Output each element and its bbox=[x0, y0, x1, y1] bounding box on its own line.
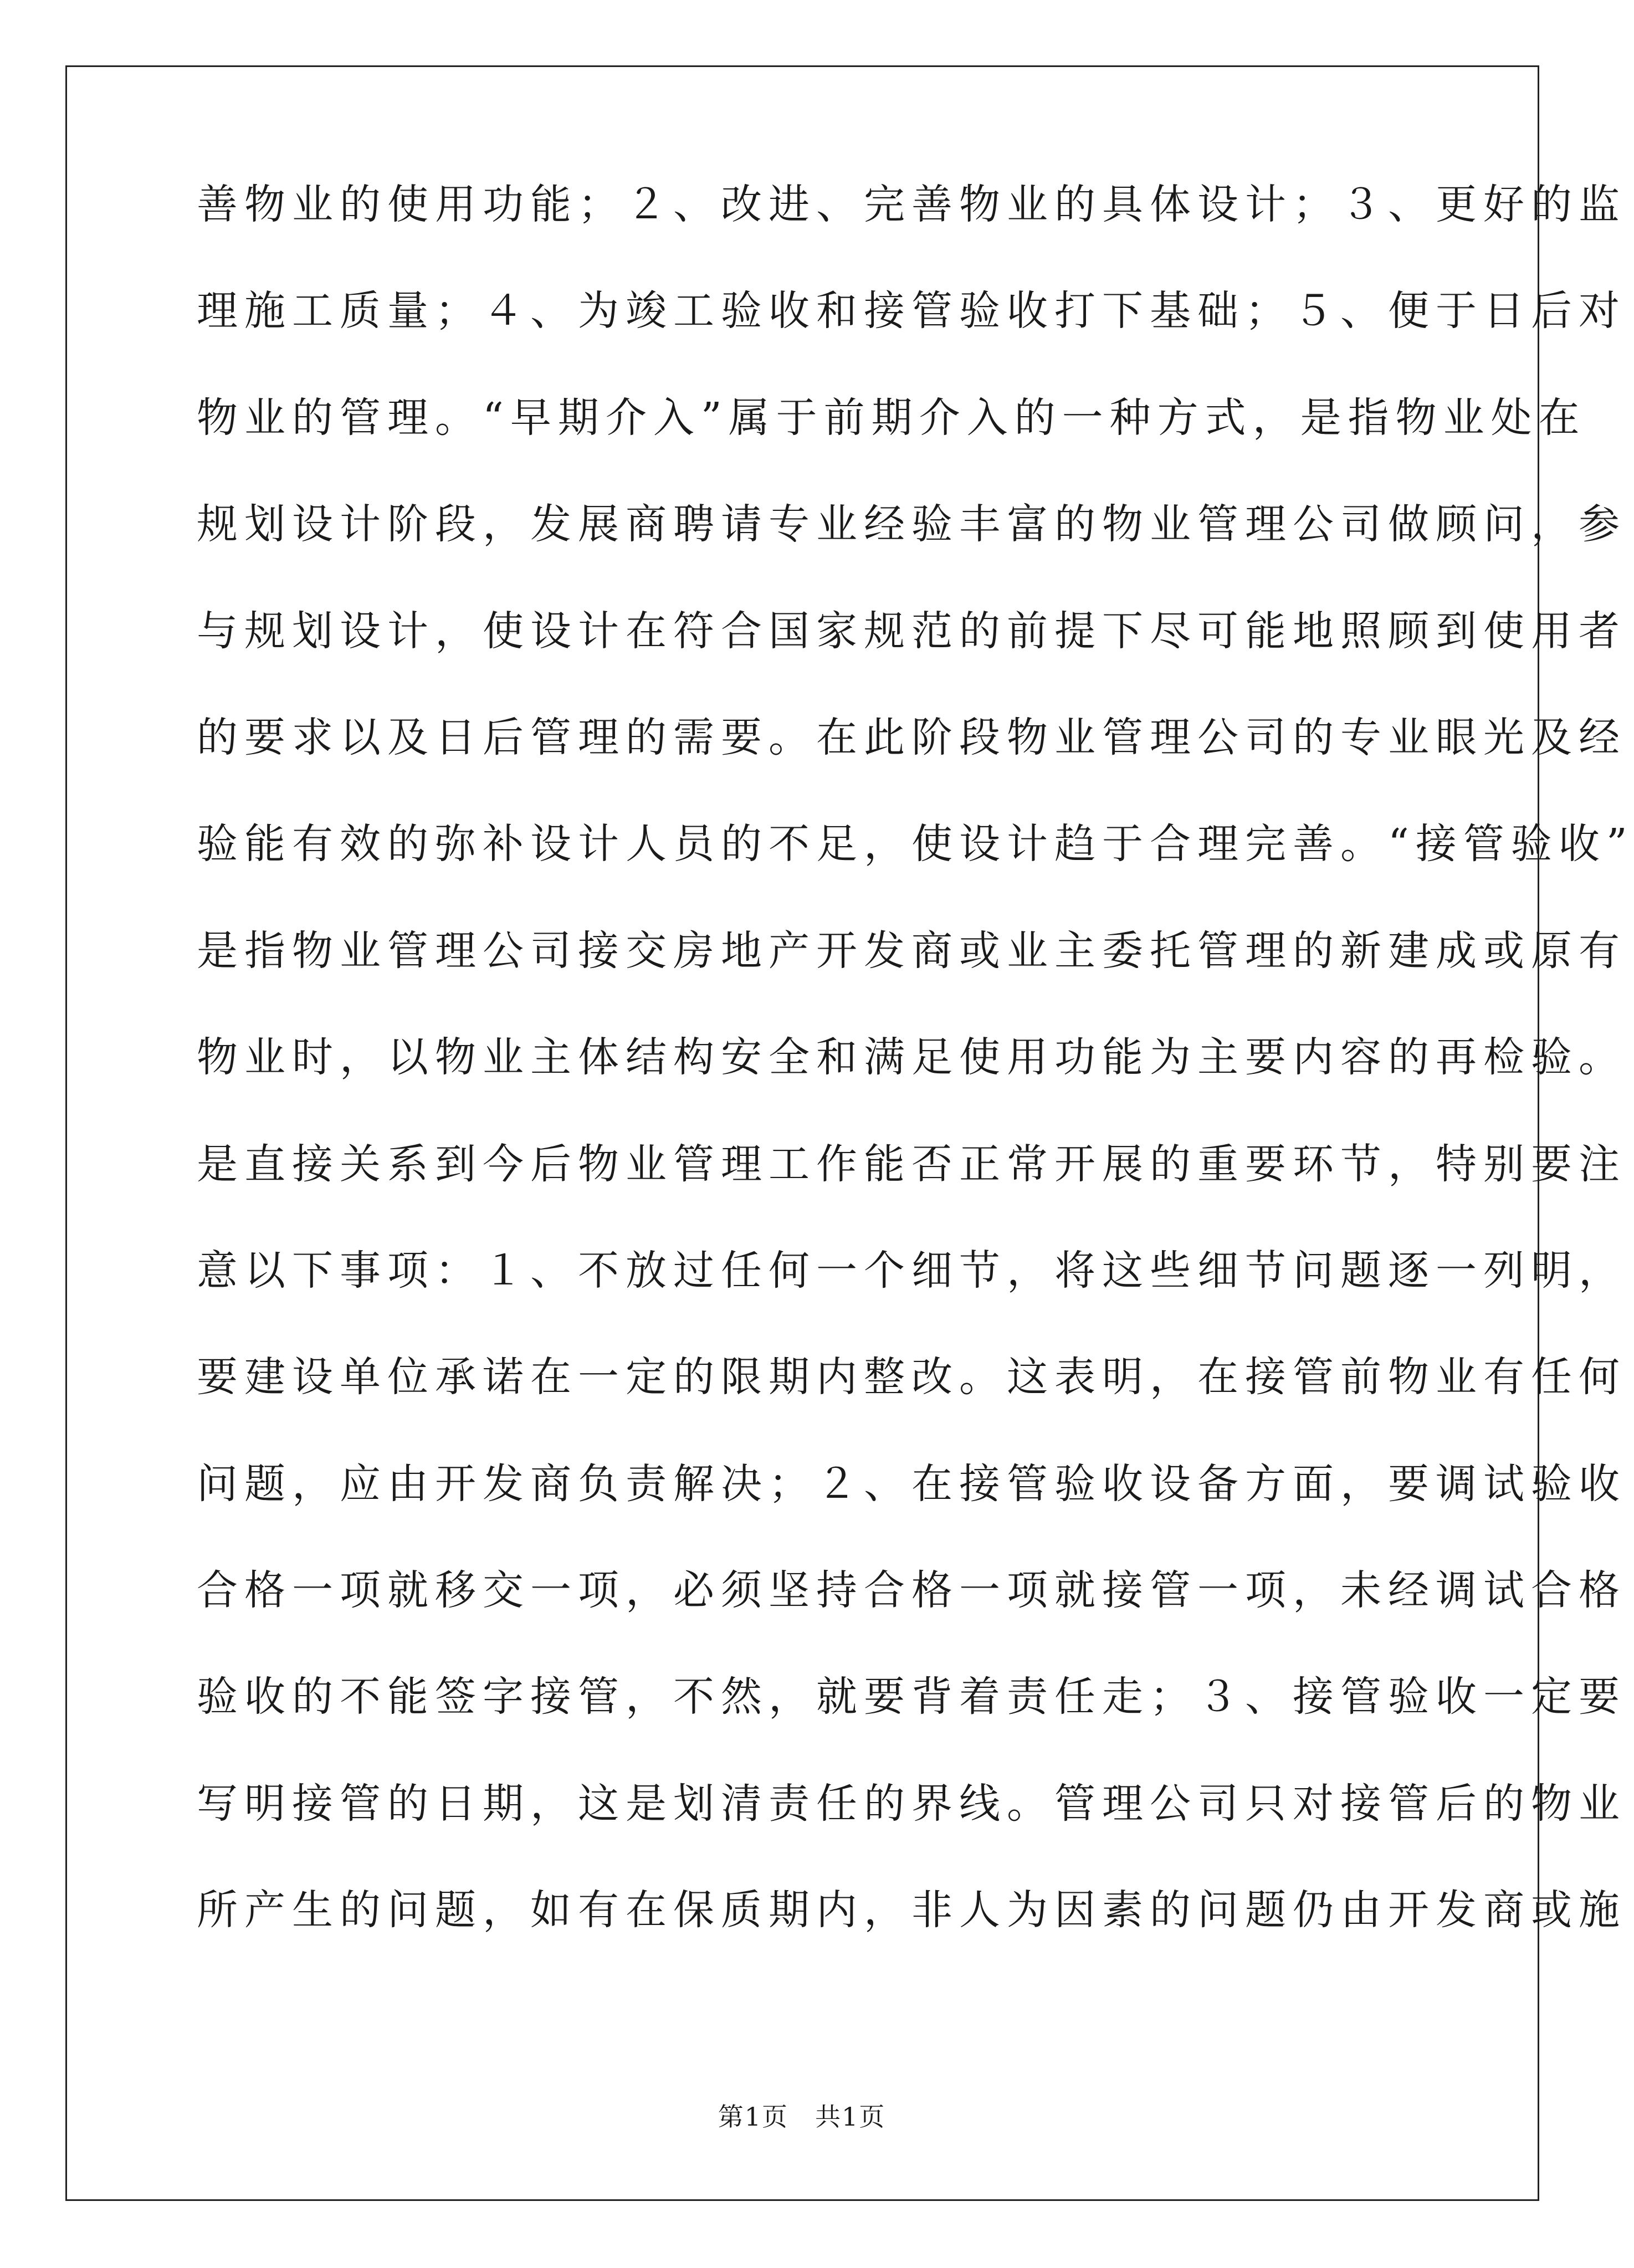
text-line: 物业的管理。“早期介入”属于前期介入的一种方式，是指物业处在 bbox=[197, 393, 1586, 442]
text-line: 善物业的使用功能；２、改进、完善物业的具体设计；３、更好的监 bbox=[197, 181, 1626, 228]
text-line: 验收的不能签字接管，不然，就要背着责任走；３、接管验收一定要 bbox=[197, 1673, 1626, 1721]
text-line: 的要求以及日后管理的需要。在此阶段物业管理公司的专业眼光及经 bbox=[197, 713, 1626, 761]
paragraph bbox=[197, 151, 1634, 1964]
text-line: 规划设计阶段，发展商聘请专业经验丰富的物业管理公司做顾问，参 bbox=[197, 500, 1626, 549]
text-line: 意以下事项：１、不放过任何一个细节，将这些细节问题逐一列明， bbox=[197, 1246, 1626, 1294]
text-line: 是指物业管理公司接交房地产开发商或业主委托管理的新建成或原有 bbox=[197, 926, 1626, 975]
text-line: 是直接关系到今后物业管理工作能否正常开展的重要环节，特别要注 bbox=[197, 1140, 1626, 1188]
text-line: 问题，应由开发商负责解决；２、在接管验收设备方面，要调试验收 bbox=[197, 1460, 1626, 1508]
text-line: 理施工质量；４、为竣工验收和接管验收打下基础；５、便于日后对 bbox=[197, 287, 1626, 335]
text-line: 验能有效的弥补设计人员的不足，使设计趋于合理完善。“接管验收” bbox=[197, 820, 1634, 868]
text-line: 合格一项就移交一项，必须坚持合格一项就接管一项，未经调试合格 bbox=[197, 1566, 1626, 1615]
text-line: 所产生的问题，如有在保质期内，非人为因素的问题仍由开发商或施 bbox=[197, 1886, 1626, 1934]
text-line: 写明接管的日期，这是划清责任的界线。管理公司只对接管后的物业 bbox=[197, 1779, 1626, 1827]
text-line: 与规划设计，使设计在符合国家规范的前提下尽可能地照顾到使用者 bbox=[197, 607, 1626, 655]
page-number: 第1页 共1页 bbox=[718, 2102, 886, 2132]
text-line: 物业时，以物业主体结构安全和满足使用功能为主要内容的再检验。 bbox=[197, 1033, 1626, 1082]
text-line: 要建设单位承诺在一定的限期内整改。这表明，在接管前物业有任何 bbox=[197, 1353, 1626, 1401]
